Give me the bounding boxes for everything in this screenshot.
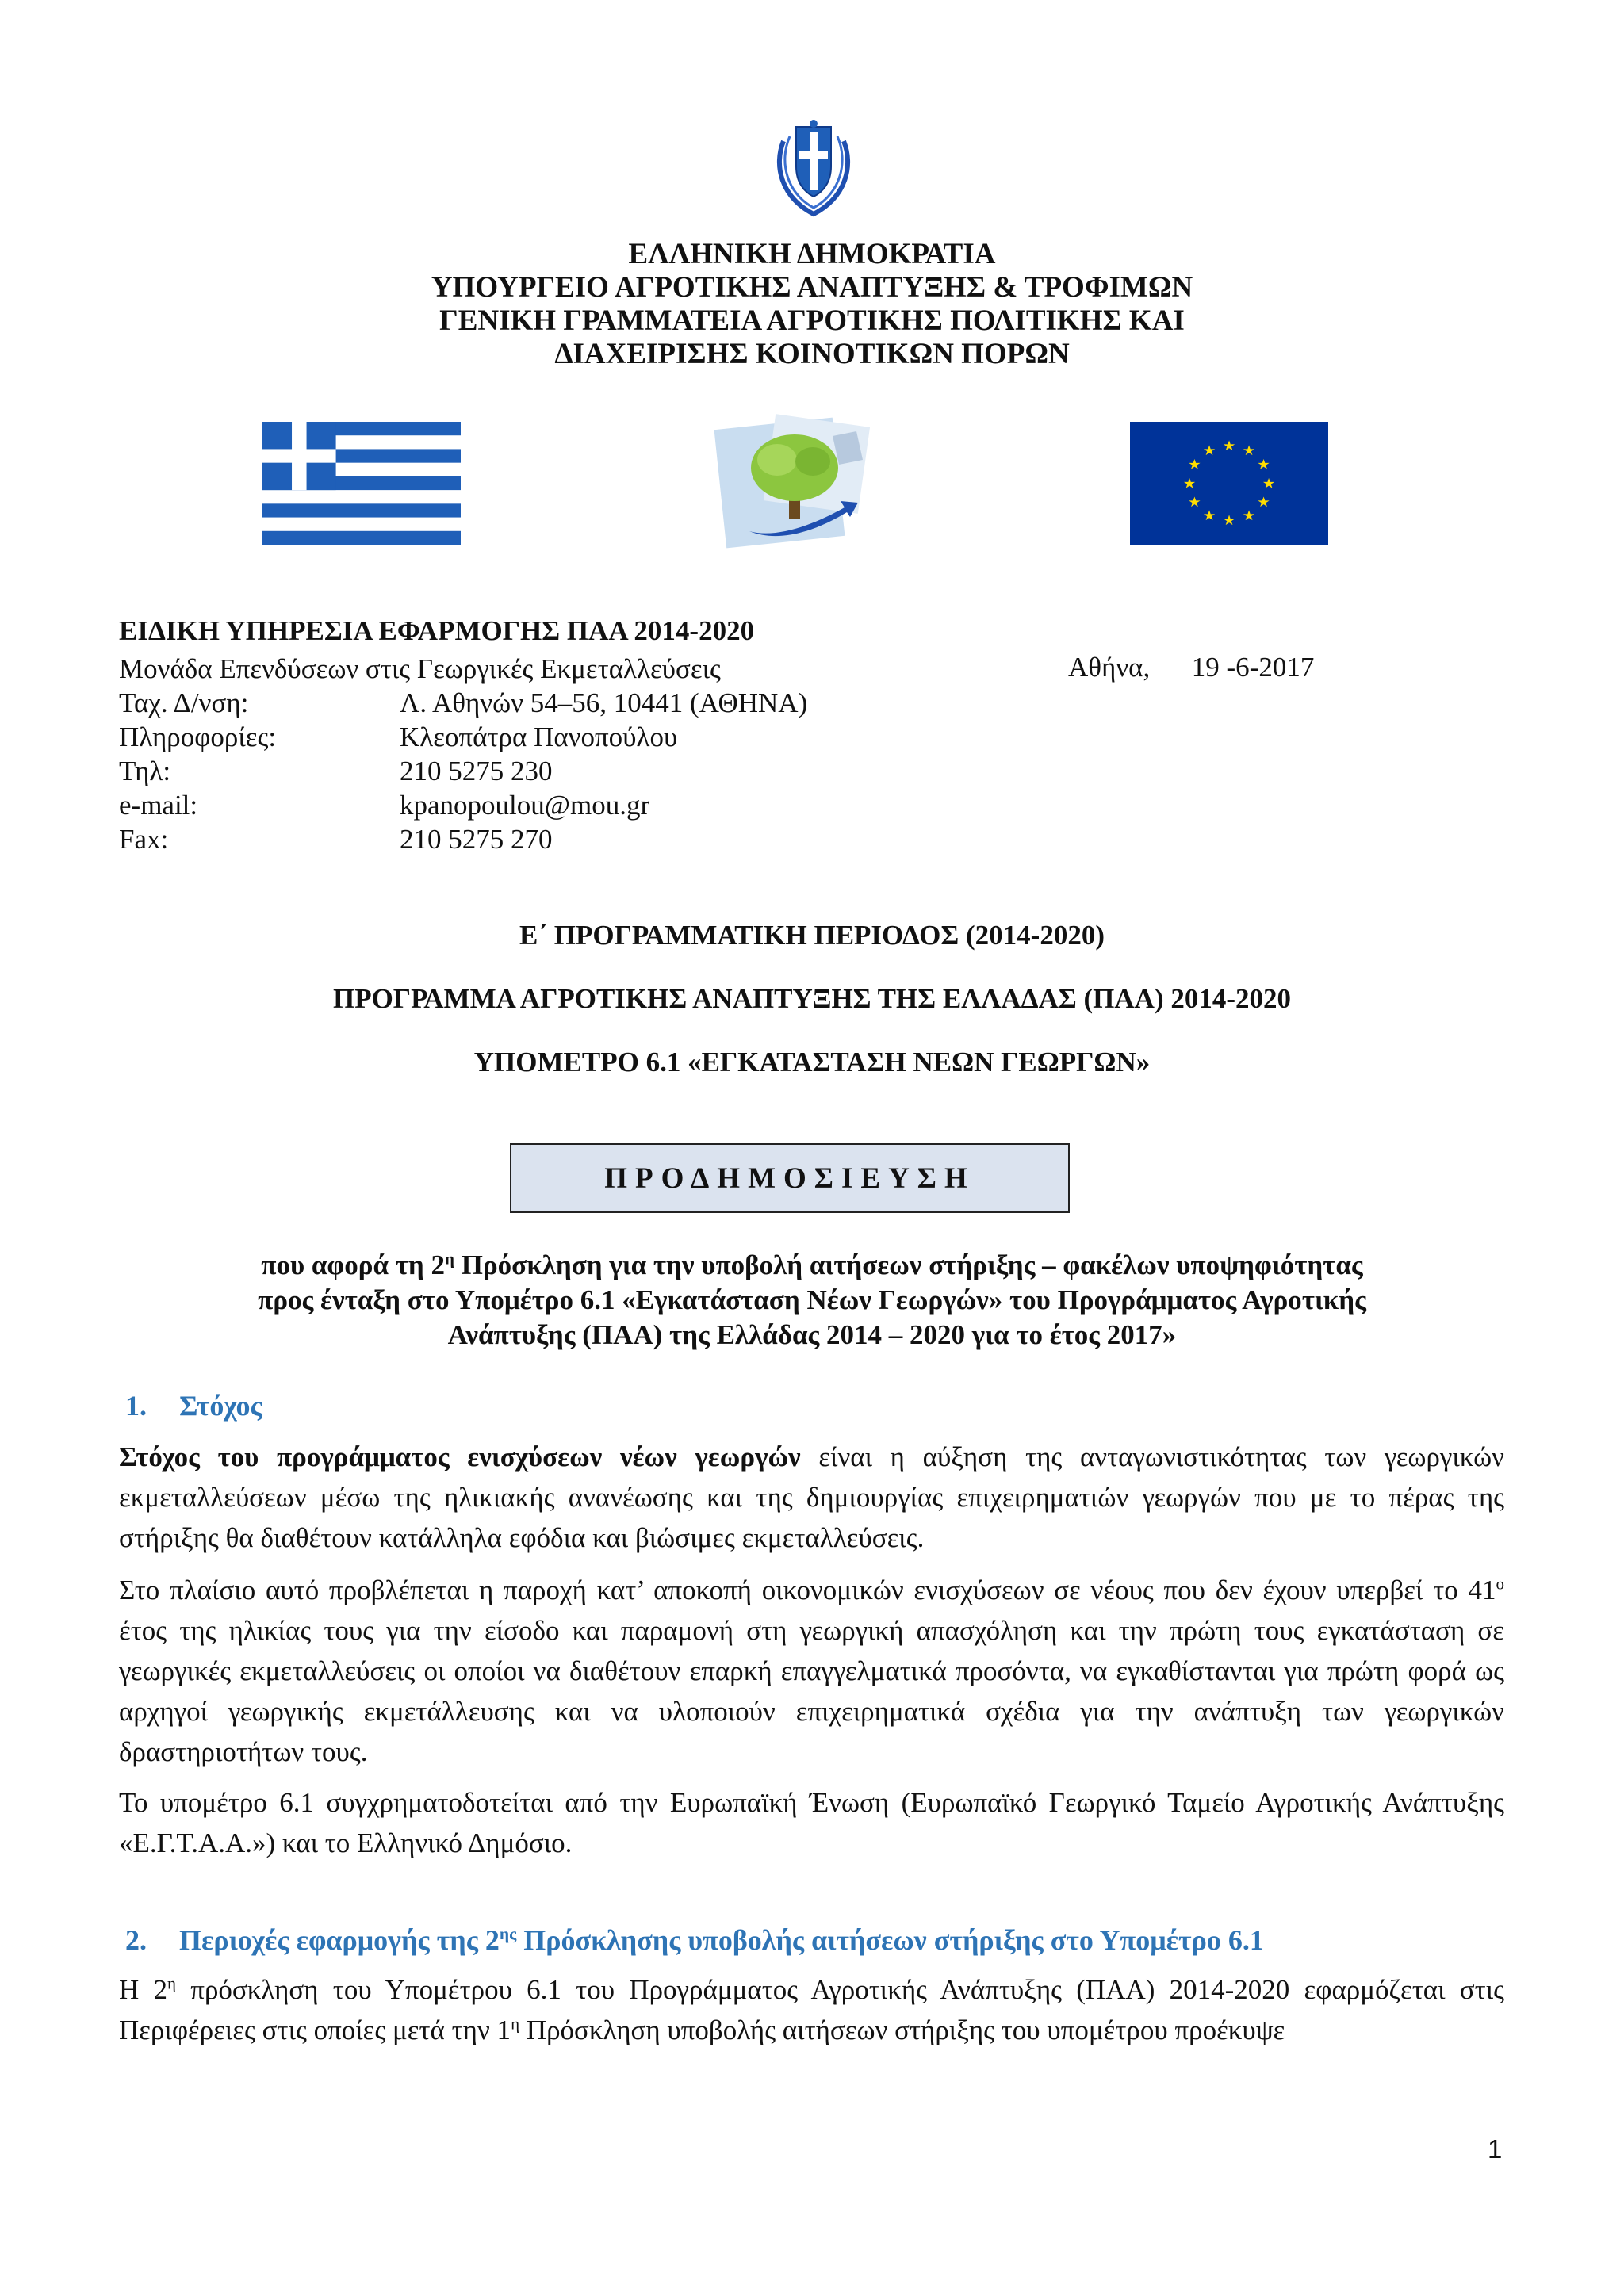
concern-line-2: προς ένταξη στο Υπομέτρο 6.1 «Εγκατάσταση Νέων Γεωργών» του Προγράμματος Αγροτικής [258, 1284, 1366, 1315]
section-1-paragraph-3: Το υπομέτρο 6.1 συγχρηματοδοτείται από την Ευρωπαϊκή Ένωση (Ευρωπαϊκό Γεωργικό Ταμείο Αγροτικής Ανάπτυξης «Ε.Γ.Τ.Α.Α.») και το Ελληνικό Δημόσιο. [119, 1787, 1504, 1858]
section-2-title-a: Περιοχές εφαρμογής της 2 [179, 1924, 500, 1956]
concern-text-b: Πρόσκληση για την υποβολή αιτήσεων στήριξης – φακέλων υποψηφιότητας [454, 1249, 1363, 1280]
concern-superscript: η [445, 1249, 454, 1269]
unit-name: Μονάδα Επενδύσεων στις Γεωργικές Εκμεταλλεύσεις [119, 653, 721, 684]
svg-text:★: ★ [1202, 507, 1216, 524]
svg-text:★: ★ [1242, 507, 1256, 524]
page-number: 1 [1488, 2134, 1503, 2164]
address-value: Λ. Αθηνών 54–56, 10441 (ΑΘΗΝΑ) [400, 687, 808, 718]
section-1-title: Στόχος [179, 1390, 262, 1422]
section-2-p1-superscript-2: η [511, 2014, 520, 2034]
programme-title: ΠΡΟΓΡΑΜΜΑ ΑΓΡΟΤΙΚΗΣ ΑΝΑΠΤΥΞΗΣ ΤΗΣ ΕΛΛΑΔΑΣ (ΠΑΑ) 2014-2020 [332, 983, 1292, 1014]
section-2-title-superscript: ης [499, 1924, 517, 1943]
section-2-title-b: Πρόσκλησης υποβολής αιτήσεων στήριξης στο Υπομέτρο 6.1 [516, 1924, 1264, 1956]
submeasure-title: ΥΠΟΜΕΤΡΟ 6.1 «ΕΓΚΑΤΑΣΤΑΣΗ ΝΕΩΝ ΓΕΩΡΓΩΝ» [473, 1047, 1151, 1077]
section-1-paragraph-1 [119, 1437, 1504, 1558]
fax-value: 210 5275 270 [400, 824, 553, 855]
org-line-4: ΔΙΑΧΕΙΡΙΣΗΣ ΚΟΙΝΟΤΙΚΩΝ ΠΟΡΩΝ [554, 338, 1070, 370]
rural-development-programme-logo [714, 412, 876, 551]
svg-text:★: ★ [1188, 457, 1201, 473]
svg-text:★: ★ [1222, 438, 1236, 454]
concern-text-a: που αφορά τη 2 [261, 1249, 446, 1280]
eu-flag-logo [1130, 422, 1328, 545]
section-1-p2-superscript: ο [1496, 1574, 1504, 1594]
svg-text:★: ★ [1202, 442, 1216, 460]
info-value: Κλεοπάτρα Πανοπούλου [400, 721, 678, 752]
section-2-p1-text-a: Η 2 [119, 1974, 168, 2005]
section-1-bold-lead: Στόχος του προγράμματος ενισχύσεων νέων γεωργών [119, 1441, 801, 1472]
prepublication-box [510, 1143, 1070, 1213]
phone-value: 210 5275 230 [400, 756, 553, 786]
section-1-paragraph-2 [119, 1570, 1504, 1772]
org-line-2: ΥΠΟΥΡΓΕΙΟ ΑΓΡΟΤΙΚΗΣ ΑΝΑΠΤΥΞΗΣ & ΤΡΟΦΙΜΩΝ [431, 271, 1193, 304]
concern-line-3: Ανάπτυξης (ΠΑΑ) της Ελλάδας 2014 – 2020 για το έτος 2017» [447, 1319, 1177, 1350]
greek-flag-logo [262, 422, 461, 545]
section-1-p1-text: είναι η αύξηση της ανταγωνιστικότητας των γεωργικών εκμεταλλεύσεων μέσω της ηλικιακής ανανέωσης και της δημιουργίας επιχειρηματιών γεωργών που με το πέρας της στήριξης θα διαθέτουν κατάλληλα εφόδια και βιώσιμες εκμεταλλεύσεις. [119, 1441, 1504, 1553]
info-label: Πληροφορίες: [119, 721, 277, 752]
email-value: kpanopoulou@mou.gr [400, 790, 650, 821]
concern-line-1 [159, 1248, 1465, 1283]
section-2-paragraph-1 [119, 1969, 1504, 2050]
organization-heading [0, 238, 1624, 371]
svg-text:★: ★ [1257, 457, 1270, 473]
service-name: ΕΙΔΙΚΗ ΥΠΗΡΕΣΙΑ ΕΦΑΡΜΟΓΗΣ ΠΑΑ 2014-2020 [119, 615, 755, 646]
section-2-heading [125, 1923, 1264, 1957]
section-2-p1-superscript-1: η [167, 1973, 177, 1993]
address-label: Ταχ. Δ/νση: [119, 687, 249, 718]
svg-text:★: ★ [1188, 494, 1201, 511]
date-value: 19 -6-2017 [1191, 652, 1315, 683]
section-2-number: 2. [125, 1924, 147, 1956]
email-label: e-mail: [119, 790, 198, 821]
section-1-number: 1. [125, 1390, 147, 1422]
section-1-heading [125, 1389, 262, 1422]
org-line-3: ΓΕΝΙΚΗ ΓΡΑΜΜΑΤΕΙΑ ΑΓΡΟΤΙΚΗΣ ΠΟΛΙΤΙΚΗΣ ΚΑΙ [439, 304, 1185, 337]
concern-paragraph [159, 1248, 1465, 1353]
svg-text:★: ★ [1182, 476, 1197, 492]
section-1-p2-text-b: έτος της ηλικίας τους για την είσοδο και παραμονή στη γεωργική απασχόληση και την πρώτη τους εγκατάσταση σε γεωργικές εκμεταλλεύσεις οι οποίοι να διαθέτουν επαρκή επαγγελματικά προσόντα, να εγκαθίστανται για πρώτη φορά ως αρχηγοί γεωργικής εκμετάλλευσης και να υλοποιούν επιχειρηματικά σχέδια για την ανάπτυξη των γεωργικών δραστηριοτήτων τους. [119, 1615, 1504, 1767]
svg-text:★: ★ [1257, 494, 1270, 511]
org-line-1: ΕΛΛΗΝΙΚΗ ΔΗΜΟΚΡΑΤΙΑ [628, 238, 996, 270]
svg-text:★: ★ [1242, 442, 1256, 460]
fax-label: Fax: [119, 824, 169, 855]
section-1-p2-text-a: Στο πλαίσιο αυτό προβλέπεται η παροχή κατ’ αποκοπή οικονομικών ενισχύσεων σε νέους που δεν έχουν υπερβεί το 41 [119, 1575, 1496, 1605]
programming-period-title: Ε΄ ΠΡΟΓΡΑΜΜΑΤΙΚΗ ΠΕΡΙΟΔΟΣ (2014-2020) [519, 920, 1105, 951]
svg-text:★: ★ [1222, 512, 1236, 529]
date-label: Αθήνα, [1068, 652, 1151, 683]
prepublication-title: ΠΡΟΔΗΜΟΣΙΕΥΣΗ [604, 1161, 975, 1195]
svg-text:★: ★ [1262, 476, 1276, 492]
section-2-p1-text-b: πρόσκληση του Υπομέτρου 6.1 του Προγράμματος Αγροτικής Ανάπτυξης (ΠΑΑ) 2014-2020 εφαρμόζεται στις Περιφέρειες στις οποίες μετά την 1 [119, 1974, 1504, 2045]
phone-label: Τηλ: [119, 756, 171, 786]
greek-coat-of-arms-logo [766, 117, 861, 219]
document-date [1068, 652, 1314, 683]
section-2-p1-text-c: Πρόσκληση υποβολής αιτήσεων στήριξης του υπομέτρου προέκυψε [519, 2015, 1285, 2045]
